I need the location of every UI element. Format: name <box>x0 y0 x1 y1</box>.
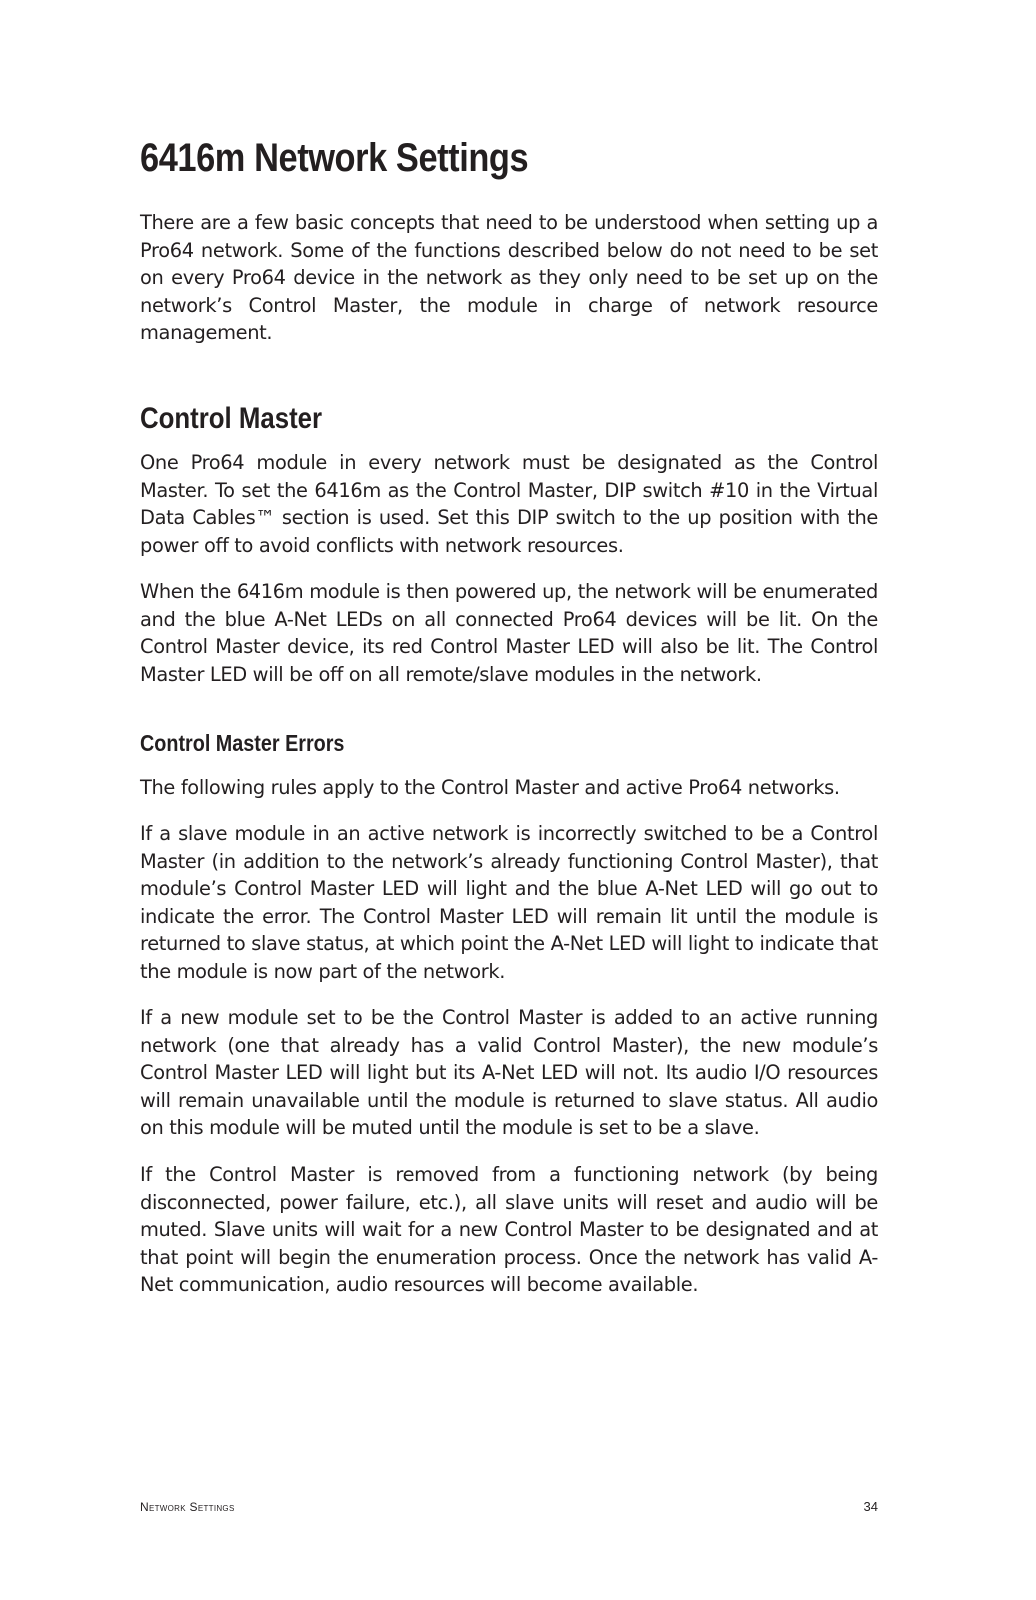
control-master-heading: Control Master <box>140 402 323 435</box>
control-master-paragraph-2: When the 6416m module is then powered up, the network will be enumerated and the blue A-Net LEDs on all connected Pro64 devices will be lit. On the Control Master device, its red Control Master LED will also be lit. The Control Master LED will be off on all remote/slave modules in the network. <box>140 580 878 686</box>
footer-section-name: Network Settings <box>140 1500 235 1514</box>
errors-paragraph-2: If a slave module in an active network is incorrectly switched to be a Control Master (in addition to the network’s already functioning Control Master), that module’s Control Master LED will light and the blue A-Net LED will go out to indicate the error. The Control Master LED will remain lit until the module is returned to slave status, at which point the A-Net LED will light to indicate that the module is now part of the network. <box>140 822 878 983</box>
footer-page-number: 34 <box>863 1499 878 1514</box>
control-master-errors-heading: Control Master Errors <box>140 730 345 756</box>
control-master-paragraph-1: One Pro64 module in every network must be designated as the Control Master. To set the 6416m as the Control Master, DIP switch #10 in the Virtual Data Cables™ section is used. Set this DIP switch to the up position with the power off to avoid conflicts with network resources. <box>140 451 878 557</box>
errors-paragraph-4: If the Control Master is removed from a functioning network (by being disconnected, power failure, etc.), all slave units will reset and audio will be muted. Slave units will wait for a new Control Master to be designated and at that point will begin the enumeration process. Once the network has valid A-Net communication, audio resources will become available. <box>140 1163 878 1297</box>
errors-paragraph-1: The following rules apply to the Control Master and active Pro64 networks. <box>140 776 840 799</box>
intro-paragraph: There are a few basic concepts that need to be understood when setting up a Pro64 network. Some of the functions described below do not need to be set on every Pro64 device in the network as they only need to be set up on the network’s Control Master, the module in charge of network resource management. <box>140 211 878 345</box>
errors-paragraph-3: If a new module set to be the Control Master is added to an active running network (one that already has a valid Control Master), the new module’s Control Master LED will light but its A-Net LED will not. Its audio I/O resources will remain unavailable until the module is returned to slave status. All audio on this module will be muted until the module is set to be a slave. <box>140 1006 878 1140</box>
page-title: 6416m Network Settings <box>140 136 529 180</box>
